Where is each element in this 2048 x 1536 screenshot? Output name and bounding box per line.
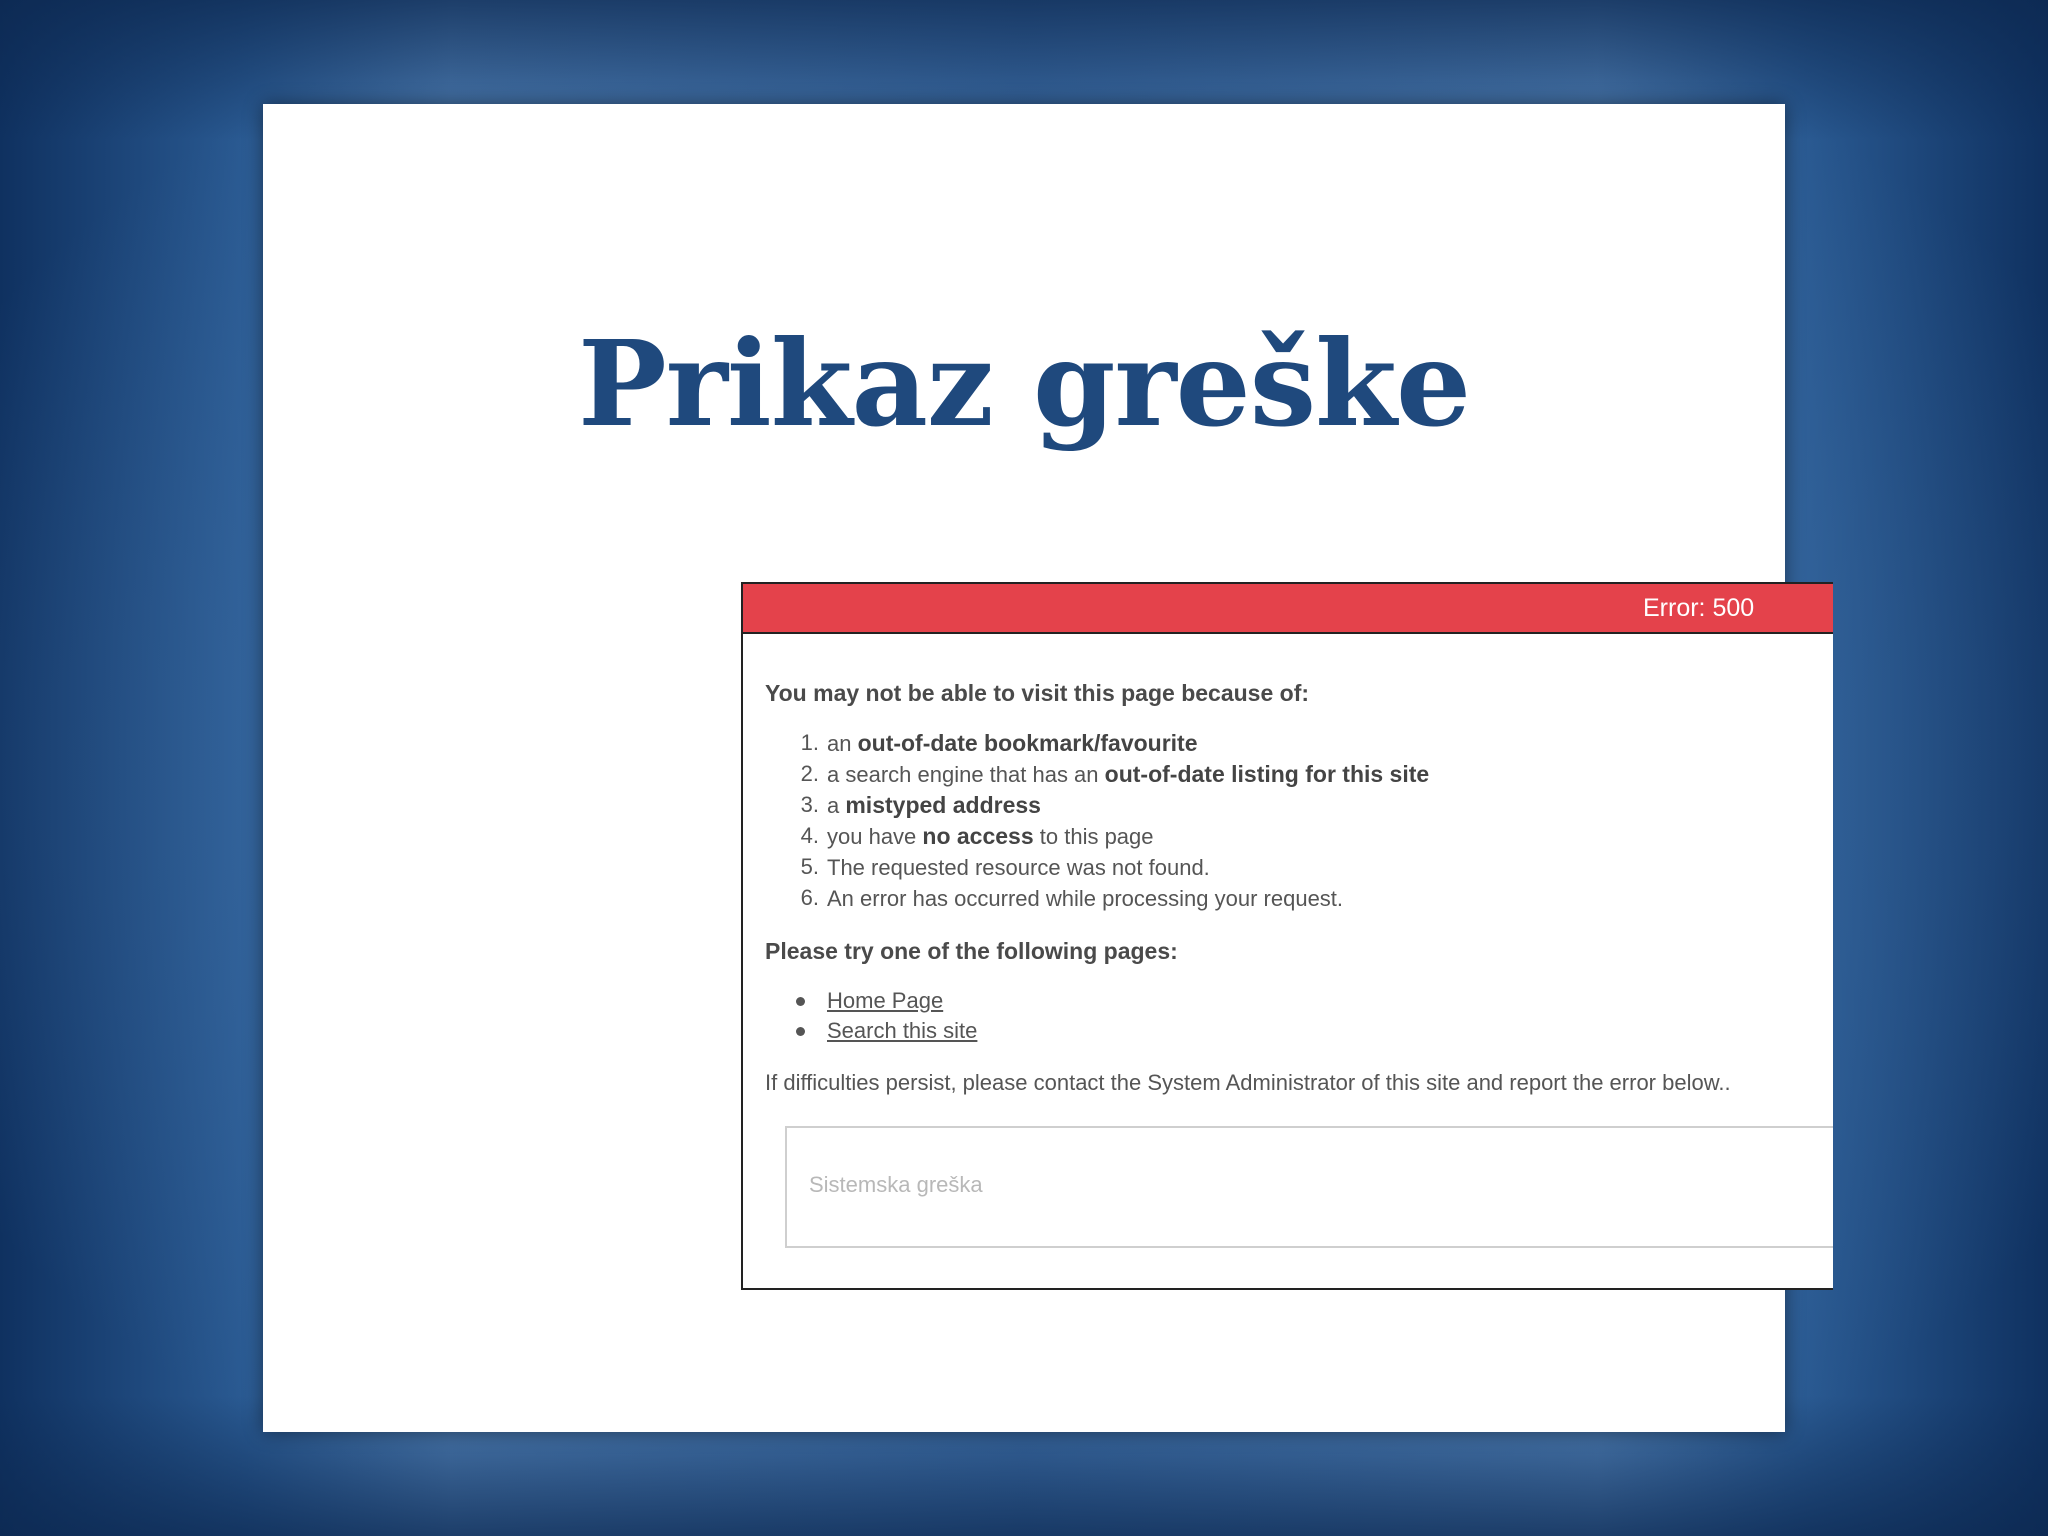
list-item: 3. a mistyped address: [800, 792, 1041, 818]
home-page-link[interactable]: Home Page: [827, 988, 944, 1013]
slide-title: Prikaz greške: [577, 314, 1471, 453]
list-item: 2. a search engine that has an out-of-date listing for this site: [800, 761, 1430, 787]
error-panel: [741, 582, 1833, 1290]
persist-message: If difficulties persist, please contact the System Administrator of this site and report the error below..: [765, 1070, 1731, 1095]
bullet-icon: [796, 997, 805, 1006]
list-item: [827, 1016, 1833, 1046]
list-item: 1. an out-of-date bookmark/favourite: [800, 730, 1198, 756]
search-site-link[interactable]: Search this site: [827, 1018, 978, 1043]
list-item: 6. An error has occurred while processing your request.: [800, 885, 1344, 911]
system-error-label: Sistemska greška: [809, 1172, 983, 1197]
reasons-list: [765, 728, 1833, 914]
list-item: [827, 986, 1833, 1016]
system-error-box: [785, 1126, 1833, 1248]
error-content: [765, 678, 1833, 1120]
suggested-links-list: [765, 986, 1833, 1046]
error-header-bar: [743, 584, 1833, 634]
try-pages-heading: Please try one of the following pages:: [765, 938, 1178, 964]
error-page-screenshot: [741, 582, 1833, 1290]
reasons-heading: You may not be able to visit this page because of:: [765, 680, 1310, 706]
slide: [263, 104, 1785, 1432]
bullet-icon: [796, 1027, 805, 1036]
list-item: 5. The requested resource was not found.: [800, 854, 1210, 880]
error-code: Error: 500: [1643, 594, 1755, 622]
list-item: 4. you have no access to this page: [800, 823, 1154, 849]
